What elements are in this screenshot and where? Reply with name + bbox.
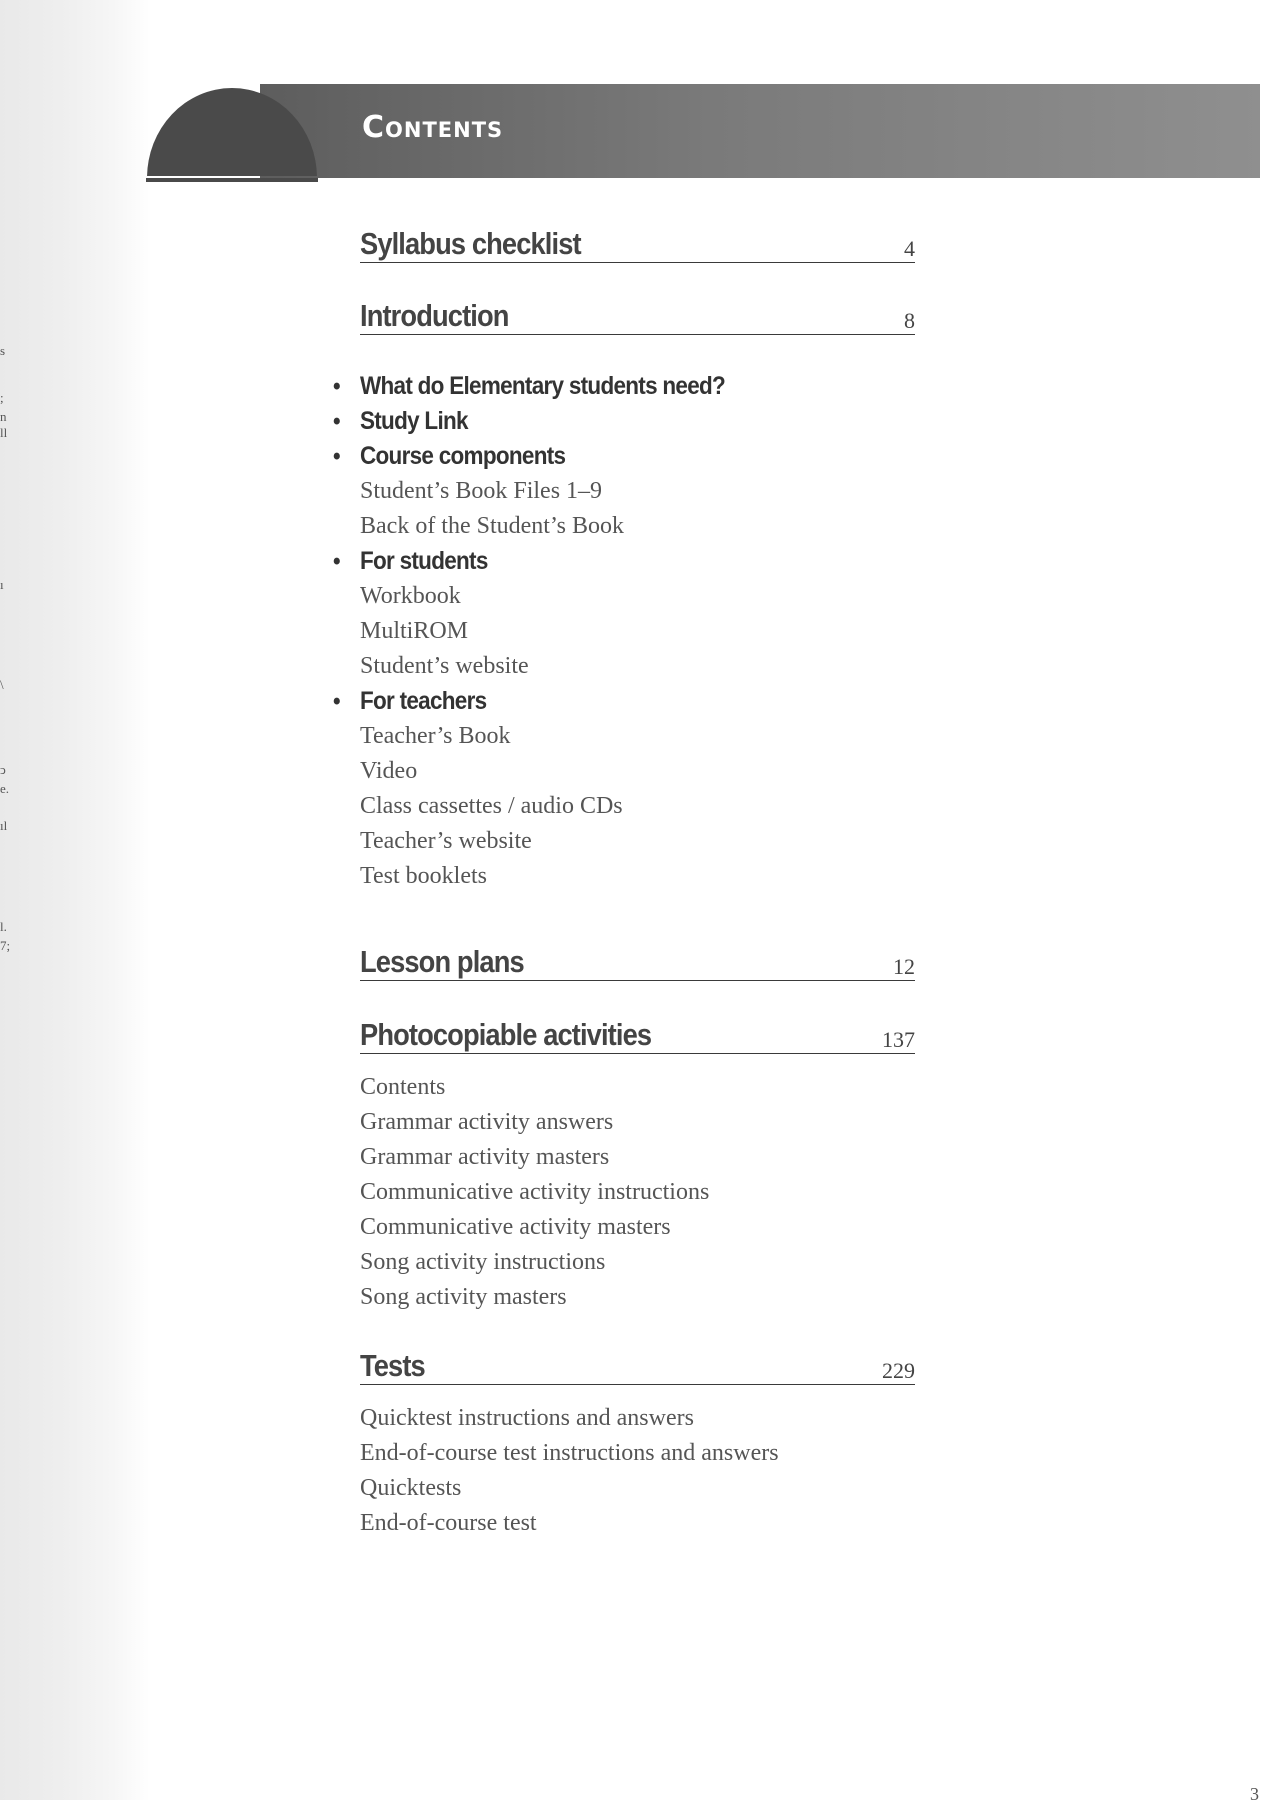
list-item: Student’s Book Files 1–9	[360, 478, 603, 504]
bullet-icon: •	[333, 688, 340, 715]
list-item: • For teachers	[360, 684, 725, 719]
bleed-text: ll	[0, 425, 8, 440]
bleed-text: e.	[0, 781, 10, 796]
bullet-icon: •	[333, 373, 340, 400]
list-item: Communicative activity masters	[360, 1214, 671, 1240]
list-item: End-of-course test instructions and answers	[360, 1440, 779, 1466]
toc-heading-tests	[360, 1340, 915, 1385]
banner-base-line	[146, 178, 318, 182]
list-item: Student’s website	[360, 653, 529, 679]
list-item: Grammar activity answers	[360, 1109, 614, 1135]
list-item: Quicktests	[360, 1475, 462, 1501]
list-item: Contents	[360, 1074, 446, 1100]
tests-item-list	[360, 1401, 779, 1541]
list-item: Back of the Student’s Book	[360, 513, 624, 539]
toc-heading-label: Syllabus checklist	[360, 226, 581, 261]
bleed-text: \	[0, 677, 4, 692]
bleed-text: n	[0, 409, 7, 424]
list-item: • What do Elementary students need?	[360, 369, 725, 404]
bullet-icon: •	[333, 408, 340, 435]
toc-page-number: 229	[882, 1358, 915, 1383]
list-item: Video	[360, 758, 418, 784]
toc-heading-photocopiable-activities	[360, 1009, 915, 1054]
page-title: Contents	[362, 110, 504, 145]
photocopiable-item-list	[360, 1070, 709, 1315]
list-item: End-of-course test	[360, 1510, 537, 1536]
list-item: MultiROM	[360, 618, 469, 644]
bleed-text: l.	[0, 919, 7, 934]
list-item: • Study Link	[360, 404, 725, 439]
list-item: Teacher’s Book	[360, 723, 511, 749]
bleed-text: ıl	[0, 818, 8, 833]
list-item: • For students	[360, 544, 725, 579]
toc-heading-syllabus-checklist	[360, 218, 915, 263]
binding-gutter	[0, 0, 150, 1800]
bleed-text: 7;	[0, 938, 11, 953]
list-item: Song activity instructions	[360, 1249, 606, 1275]
bullet-icon: •	[333, 548, 340, 575]
list-item: Communicative activity instructions	[360, 1179, 710, 1205]
toc-heading-label: Introduction	[360, 298, 509, 333]
list-item: Song activity masters	[360, 1284, 567, 1310]
bleed-text: ↄ	[0, 762, 6, 777]
list-item: Teacher’s website	[360, 828, 532, 854]
toc-heading-label: Tests	[360, 1348, 425, 1383]
list-item: • Course components	[360, 439, 725, 474]
list-item: Test booklets	[360, 863, 487, 889]
list-item: Grammar activity masters	[360, 1144, 610, 1170]
bleed-text: s	[0, 343, 6, 358]
list-item: Class cassettes / audio CDs	[360, 793, 623, 819]
list-item: Workbook	[360, 583, 461, 609]
toc-page-number: 8	[904, 308, 915, 333]
toc-page-number: 137	[882, 1027, 915, 1052]
toc-heading-label: Lesson plans	[360, 944, 524, 979]
toc-page-number: 4	[904, 236, 915, 261]
bullet-icon: •	[333, 443, 340, 470]
introduction-item-list	[333, 369, 766, 894]
list-item: Quicktest instructions and answers	[360, 1405, 694, 1431]
bleed-text: ı	[0, 577, 4, 592]
toc-heading-lesson-plans	[360, 936, 915, 981]
bleed-text: ;	[0, 390, 4, 405]
page-number: 3	[1250, 1784, 1259, 1804]
toc-heading-introduction	[360, 290, 915, 335]
toc-page-number: 12	[893, 954, 915, 979]
toc-heading-label: Photocopiable activities	[360, 1017, 652, 1052]
